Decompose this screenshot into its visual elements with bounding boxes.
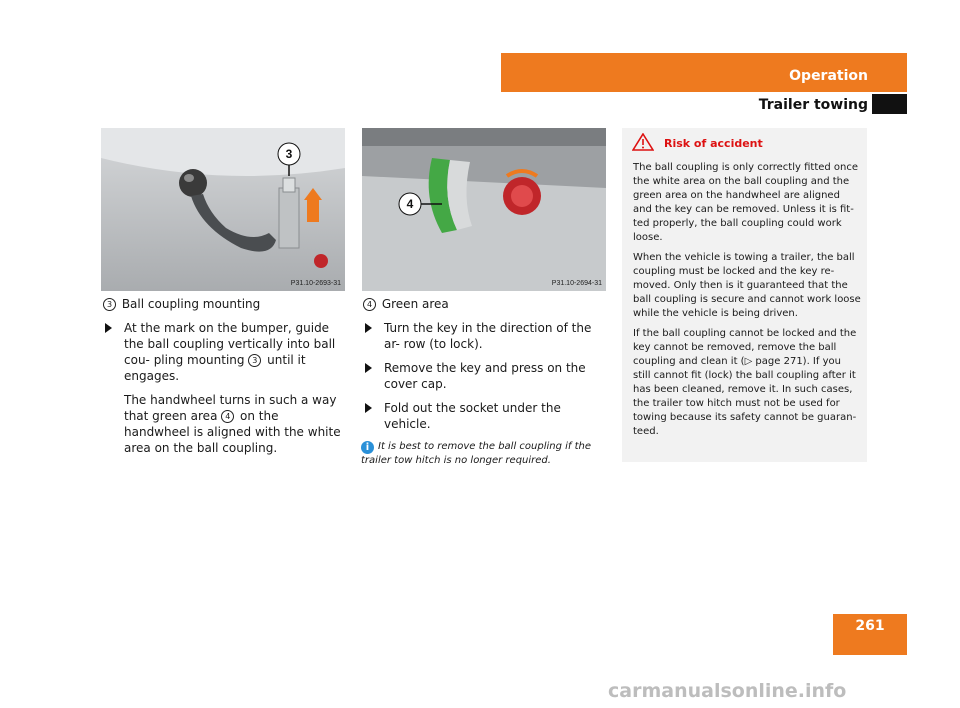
legend-number: 4 bbox=[363, 298, 376, 311]
legend-text: Green area bbox=[381, 297, 449, 311]
warning-paragraph: The ball coupling is only correctly fitted once the white area on the ball coupling and the green area on the handwheel are aligned and the key can be removed. Unless it is fit- ted properly, the ball coupling could work loose. bbox=[633, 162, 859, 243]
step-fold-socket bbox=[363, 400, 608, 432]
ball-coupling-figure bbox=[101, 128, 345, 291]
handwheel-figure bbox=[362, 128, 606, 291]
callout-4: 4 bbox=[406, 197, 414, 211]
column-left bbox=[103, 296, 348, 464]
step-text: until it engages. bbox=[124, 353, 306, 383]
arrow-icon bbox=[365, 323, 372, 333]
legend-4 bbox=[363, 296, 608, 312]
step-text: Fold out the socket under the vehicle. bbox=[384, 401, 561, 431]
step-remove-key bbox=[363, 360, 608, 392]
para-text: The handwheel turns in such a way that green area bbox=[124, 393, 337, 423]
step-text: At the mark on the bumper, guide the ball coupling vertically into ball cou- pling mounting bbox=[124, 321, 336, 367]
column-middle bbox=[363, 296, 608, 468]
ref-number: 3 bbox=[248, 354, 261, 367]
arrow-icon bbox=[105, 323, 112, 333]
figure-code: P31.10-2693-31 bbox=[290, 280, 341, 287]
legend-number: 3 bbox=[103, 298, 116, 311]
figure-code: P31.10-2694-31 bbox=[551, 280, 602, 287]
subsection-title: Trailer towing bbox=[758, 97, 868, 113]
info-note bbox=[361, 440, 608, 468]
section-title: Operation bbox=[789, 68, 868, 84]
para-text: on the handwheel is aligned with the white area on the ball coupling. bbox=[124, 409, 341, 455]
warning-triangle-icon bbox=[632, 133, 654, 151]
page-number: 261 bbox=[855, 618, 885, 634]
arrow-icon bbox=[365, 403, 372, 413]
warning-text bbox=[633, 161, 861, 445]
info-icon: i bbox=[361, 441, 374, 454]
step-mount bbox=[103, 320, 348, 384]
step-turn-key bbox=[363, 320, 608, 352]
legend-3 bbox=[103, 296, 348, 312]
ref-number: 4 bbox=[221, 410, 234, 423]
note-text: It is best to remove the ball coupling if the trailer tow hitch is no longer required. bbox=[361, 441, 592, 466]
header-tab bbox=[872, 94, 907, 114]
watermark: carmanualsonline.info bbox=[608, 680, 847, 702]
callout-3: 3 bbox=[285, 147, 293, 161]
warning-title: Risk of accident bbox=[664, 137, 763, 150]
warning-paragraph: When the vehicle is towing a trailer, the ball coupling must be locked and the key re- moved. Only then is it guaranteed that the ball coupling is secure and cannot work loose while the vehicle is being driven. bbox=[633, 252, 861, 319]
legend-text: Ball coupling mounting bbox=[121, 297, 261, 311]
step-text: Turn the key in the direction of the ar- row (to lock). bbox=[384, 321, 592, 351]
warning-paragraph: If the ball coupling cannot be locked and the key cannot be removed, remove the ball coupling and clean it (▷ page 271). If you still cannot fit (lock) the ball coupling after it has been cleaned, remove it. In such cases, the trailer tow hitch must not be used for towing because its safety cannot be guaran- teed. bbox=[633, 328, 857, 437]
handwheel-paragraph bbox=[103, 392, 348, 456]
arrow-icon bbox=[365, 363, 372, 373]
step-text: Remove the key and press on the cover cap. bbox=[384, 361, 586, 391]
